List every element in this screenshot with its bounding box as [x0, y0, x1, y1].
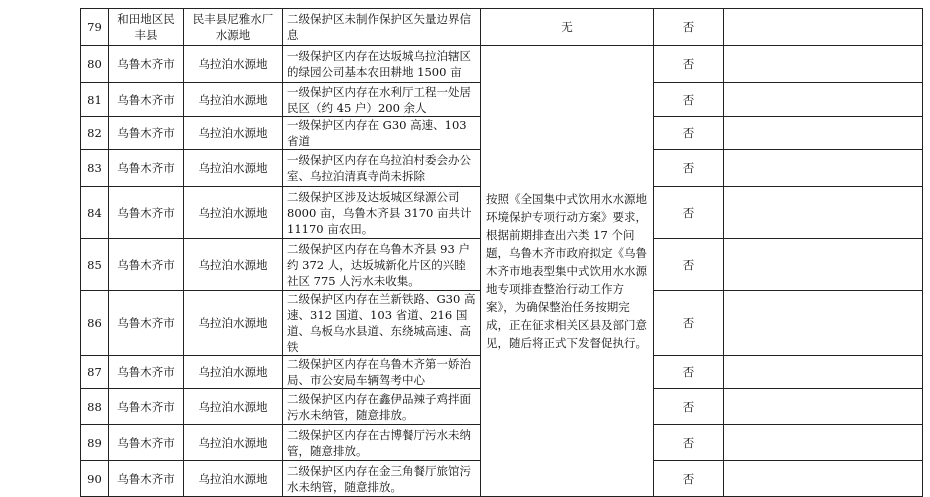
region-cell: 乌鲁木齐市 [109, 83, 184, 117]
water-source-cell: 民丰县尼雅水厂水源地 [184, 9, 283, 46]
water-source-cell: 乌拉泊水源地 [184, 425, 283, 461]
region-cell: 乌鲁木齐市 [109, 239, 184, 291]
region-cell: 乌鲁木齐市 [109, 356, 184, 389]
issue-cell: 二级保护区内存在乌鲁木齐县 93 户约 372 人，达坂城新化片区的兴睦社区 775 人污水未收集。 [283, 239, 481, 291]
remark-cell [724, 83, 923, 117]
remark-cell [724, 9, 923, 46]
row-number: 81 [81, 83, 109, 117]
water-source-cell: 乌拉泊水源地 [184, 150, 283, 187]
remark-cell [724, 425, 923, 461]
issue-cell: 二级保护区未制作保护区矢量边界信息 [283, 9, 481, 46]
water-source-cell: 乌拉泊水源地 [184, 187, 283, 239]
issue-cell: 二级保护区内存在兰新铁路、G30 高速、312 国道、103 省道、216 国道、乌板乌水县道、东绕城高速、高铁 [283, 291, 481, 356]
row-number: 80 [81, 46, 109, 83]
remark-cell [724, 150, 923, 187]
remark-cell [724, 389, 923, 425]
water-source-cell: 乌拉泊水源地 [184, 461, 283, 497]
row-number: 85 [81, 239, 109, 291]
water-source-cell: 乌拉泊水源地 [184, 117, 283, 150]
region-cell: 乌鲁木齐市 [109, 425, 184, 461]
issue-cell: 二级保护区内存在乌鲁木齐第一娇治局、市公安局车辆驾考中心 [283, 356, 481, 389]
issue-cell: 一级保护区内存在 G30 高速、103 省道 [283, 117, 481, 150]
rectified-cell: 否 [654, 461, 724, 497]
rectified-cell: 否 [654, 150, 724, 187]
rectified-cell: 否 [654, 9, 724, 46]
issue-cell: 一级保护区内存在乌拉泊村委会办公室、乌拉泊清真寺尚未拆除 [283, 150, 481, 187]
issue-cell: 二级保护区涉及达坂城区绿源公司 8000 亩，乌鲁木齐县 3170 亩共计 11170 亩农田。 [283, 187, 481, 239]
rectified-cell: 否 [654, 187, 724, 239]
region-cell: 乌鲁木齐市 [109, 150, 184, 187]
rectified-cell: 否 [654, 389, 724, 425]
water-source-cell: 乌拉泊水源地 [184, 239, 283, 291]
row-number: 89 [81, 425, 109, 461]
region-cell: 乌鲁木齐市 [109, 187, 184, 239]
rectified-cell: 否 [654, 291, 724, 356]
issue-cell: 一级保护区内存在水利厅工程一处居民区（约 45 户）200 余人 [283, 83, 481, 117]
remark-cell [724, 356, 923, 389]
measure-cell: 无 [481, 9, 654, 46]
row-number: 84 [81, 187, 109, 239]
table-row [81, 46, 923, 83]
water-source-issue-table [80, 8, 923, 497]
table-row [81, 9, 923, 46]
row-number: 87 [81, 356, 109, 389]
water-source-cell: 乌拉泊水源地 [184, 389, 283, 425]
issue-cell: 二级保护区内存在鑫伊品辣子鸡拌面污水未纳管，随意排放。 [283, 389, 481, 425]
region-cell: 乌鲁木齐市 [109, 291, 184, 356]
row-number: 86 [81, 291, 109, 356]
issue-cell: 二级保护区内存在金三角餐厅旅馆污水未纳管，随意排放。 [283, 461, 481, 497]
row-number: 82 [81, 117, 109, 150]
water-source-cell: 乌拉泊水源地 [184, 83, 283, 117]
row-number: 88 [81, 389, 109, 425]
remark-cell [724, 291, 923, 356]
row-number: 83 [81, 150, 109, 187]
water-source-cell: 乌拉泊水源地 [184, 46, 283, 83]
row-number: 79 [81, 9, 109, 46]
merged-measure-cell: 按照《全国集中式饮用水水源地环境保护专项行动方案》要求，根据前期排查出六类 17 个问题，乌鲁木齐市政府拟定《乌鲁木齐市地表型集中式饮用水水源地专项排查整治行动工作方案》，为确保整治任务按期完成，正在征求相关区县及部门意见，随后将正式下发督促执行。 [481, 46, 654, 497]
remark-cell [724, 117, 923, 150]
rectified-cell: 否 [654, 83, 724, 117]
region-cell: 乌鲁木齐市 [109, 117, 184, 150]
region-cell: 和田地区民丰县 [109, 9, 184, 46]
remark-cell [724, 461, 923, 497]
water-source-cell: 乌拉泊水源地 [184, 291, 283, 356]
rectified-cell: 否 [654, 117, 724, 150]
region-cell: 乌鲁木齐市 [109, 46, 184, 83]
remark-cell [724, 239, 923, 291]
remark-cell [724, 187, 923, 239]
issue-cell: 一级保护区内存在达坂城乌拉泊辖区的绿园公司基本农田耕地 1500 亩 [283, 46, 481, 83]
region-cell: 乌鲁木齐市 [109, 389, 184, 425]
region-cell: 乌鲁木齐市 [109, 461, 184, 497]
issue-cell: 二级保护区内存在古博餐厅污水未纳管，随意排放。 [283, 425, 481, 461]
row-number: 90 [81, 461, 109, 497]
rectified-cell: 否 [654, 239, 724, 291]
rectified-cell: 否 [654, 356, 724, 389]
rectified-cell: 否 [654, 46, 724, 83]
water-source-cell: 乌拉泊水源地 [184, 356, 283, 389]
rectified-cell: 否 [654, 425, 724, 461]
remark-cell [724, 46, 923, 83]
